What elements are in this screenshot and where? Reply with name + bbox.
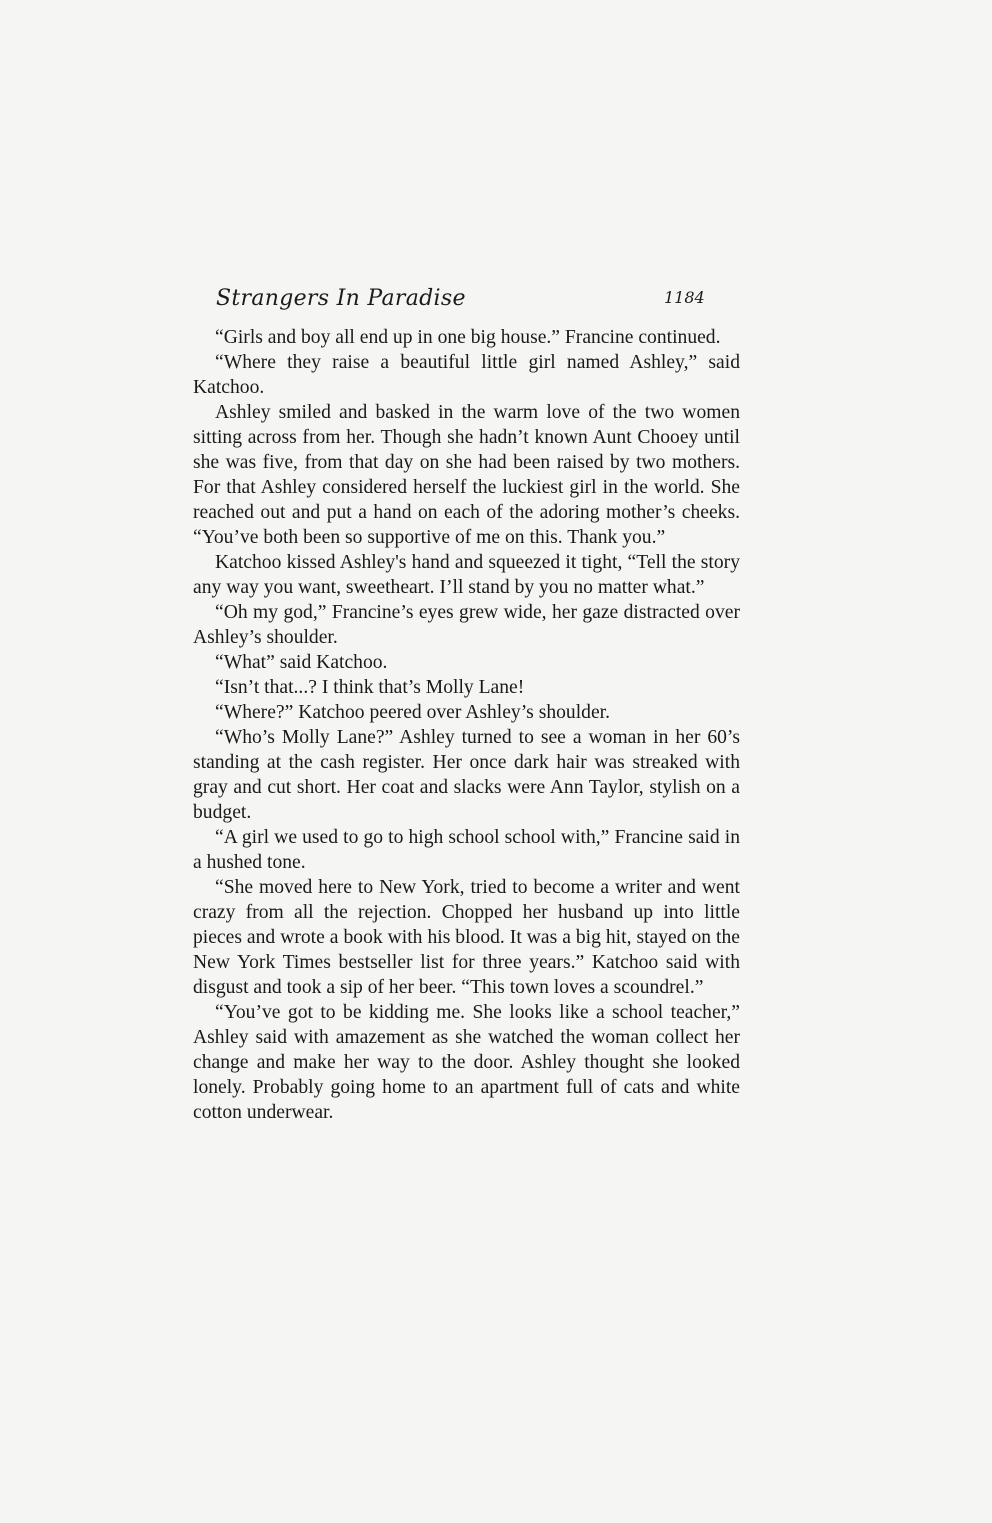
paragraph: Katchoo kissed Ashley's hand and squeezed it tight, “Tell the story any way you want, sweetheart. I’ll stand by you no matter what.” (193, 552, 740, 598)
book-title: Strangers In Paradise (216, 286, 466, 311)
paragraph: “Where they raise a beautiful little girl named Ashley,” said Katchoo. (193, 352, 740, 398)
paragraph: “Oh my god,” Francine’s eyes grew wide, her gaze distracted over Ashley’s shoulder. (193, 602, 740, 648)
paragraph: “Isn’t that...? I think that’s Molly Lane! (215, 677, 525, 698)
paragraph: “Who’s Molly Lane?” Ashley turned to see a woman in her 60’s standing at the cash register. Her once dark hair was streaked with gray and cut short. Her coat and slacks were Ann Taylor, stylish on a budget. (193, 727, 740, 823)
running-head (216, 286, 712, 320)
paragraph: “Where?” Katchoo peered over Ashley’s shoulder. (215, 702, 610, 723)
body-text (193, 325, 740, 1125)
paragraph: “Girls and boy all end up in one big house.” Francine continued. (215, 327, 721, 348)
paragraph: “You’ve got to be kidding me. She looks like a school teacher,” Ashley said with amazement as she watched the woman collect her change and make her way to the door. Ashley thought she looked lonely. Probably going home to an apartment full of cats and white cotton underwear. (193, 1002, 740, 1123)
paragraph: “What” said Katchoo. (215, 652, 388, 673)
page-number: 1184 (664, 288, 705, 307)
paragraph: “A girl we used to go to high school school with,” Francine said in a hushed tone. (193, 827, 740, 873)
paragraph: “She moved here to New York, tried to become a writer and went crazy from all the rejection. Chopped her husband up into little pieces and wrote a book with his blood. It was a big hit, stayed on the New York Times bestseller list for three years.” Katchoo said with disgust and took a sip of her beer. “This town loves a scoundrel.” (193, 877, 740, 998)
paragraph: Ashley smiled and basked in the warm love of the two women sitting across from her. Though she hadn’t known Aunt Chooey until she was five, from that day on she had been raised by two mothers. For that Ashley considered herself the luckiest girl in the world. She reached out and put a hand on each of the adoring mother’s cheeks. “You’ve both been so supportive of me on this. Thank you.” (193, 402, 740, 548)
